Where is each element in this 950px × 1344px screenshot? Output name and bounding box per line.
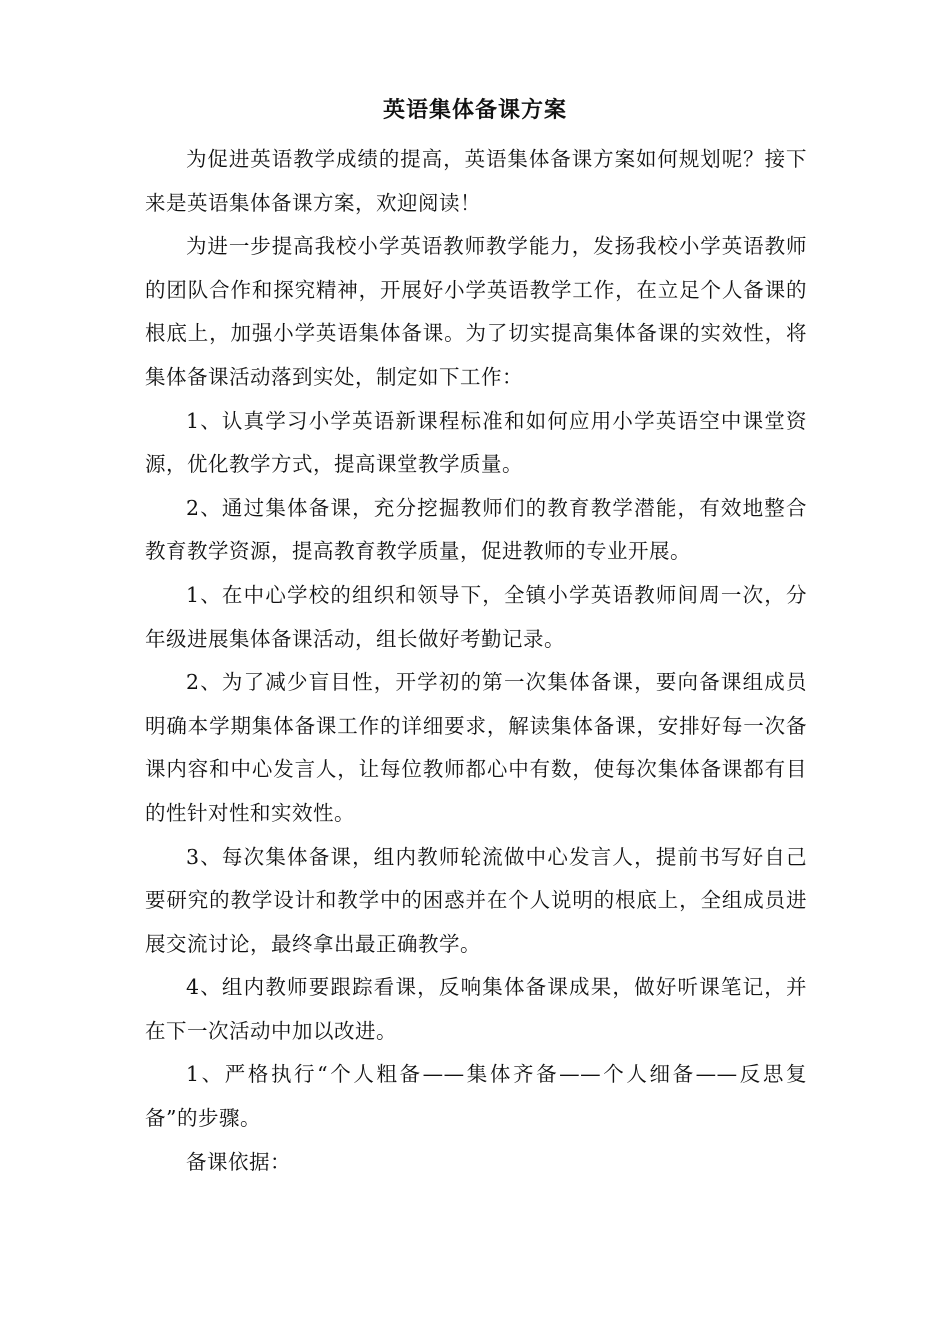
paragraph-arrangement-4: 4、组内教师要跟踪看课，反响集体备课成果，做好听课笔记，并在下一次活动中加以改进。 bbox=[145, 975, 807, 1043]
paragraph-intro: 为促进英语教学成绩的提高，英语集体备课方案如何规划呢？接下来是英语集体备课方案，欢迎阅读！ bbox=[145, 147, 807, 215]
paragraph-arrangement-1: 1、在中心学校的组织和领导下，全镇小学英语教师间周一次，分年级进展集体备课活动，组长做好考勤记录。 bbox=[145, 582, 807, 651]
document-body bbox=[145, 138, 807, 1184]
paragraph-basis: 备课依据： bbox=[186, 1149, 291, 1174]
paragraph-arrangement-3: 3、每次集体备课，组内教师轮流做中心发言人，提前书写好自己要研究的教学设计和教学中的困惑并在个人说明的根底上，全组成员进展交流讨论，最终拿出最正确教学。 bbox=[145, 844, 807, 956]
paragraph-goal-2: 2、通过集体备课，充分挖掘教师们的教育教学潜能，有效地整合教育教学资源，提高教育教学质量，促进教师的专业开展。 bbox=[145, 495, 807, 564]
paragraph-goal-1: 1、认真学习小学英语新课程标准和如何应用小学英语空中课堂资源，优化教学方式，提高课堂教学质量。 bbox=[145, 408, 807, 477]
paragraph-procedure-1: 1、严格执行“个人粗备——集体齐备——个人细备——反思复备”的步骤。 bbox=[145, 1062, 807, 1131]
paragraph-arrangement-2: 2、为了减少盲目性，开学初的第一次集体备课，要向备课组成员明确本学期集体备课工作的详细要求，解读集体备课，安排好每一次备课内容和中心发言人，让每位教师都心中有数，使每次集体备课都有目的性针对性和实效性。 bbox=[145, 670, 807, 825]
document-title: 英语集体备课方案 bbox=[382, 97, 567, 123]
paragraph-purpose: 为进一步提高我校小学英语教师教学能力，发扬我校小学英语教师的团队合作和探究精神，开展好小学英语教学工作，在立足个人备课的根底上，加强小学英语集体备课。为了切实提高集体备课的实效性，将集体备课活动落到实处，制定如下工作： bbox=[145, 234, 807, 389]
